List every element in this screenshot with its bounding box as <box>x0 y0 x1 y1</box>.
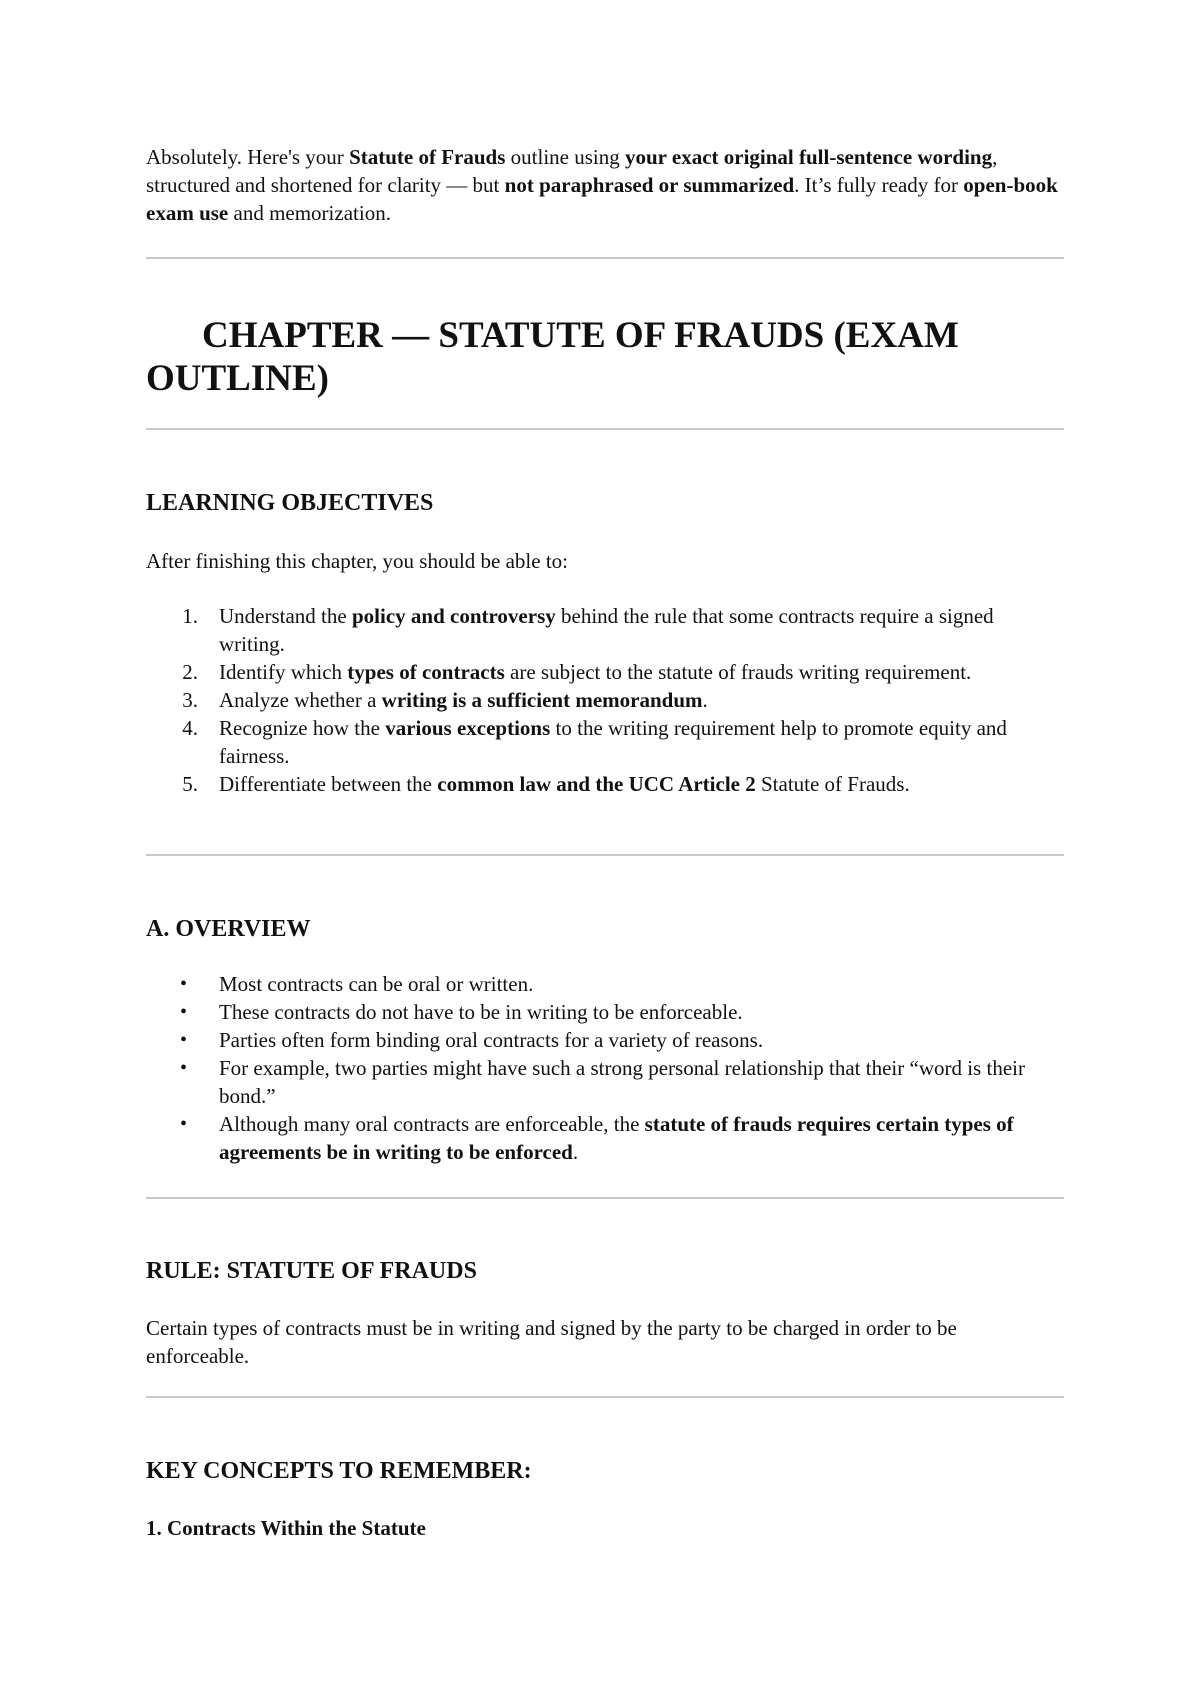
overview-bullet-item <box>146 1026 1064 1054</box>
horizontal-divider <box>146 257 1064 259</box>
intro-paragraph <box>146 143 1064 227</box>
list-marker: • <box>180 973 188 995</box>
list-marker: • <box>180 1029 188 1051</box>
learning-objectives-lead: After finishing this chapter, you should be able to: <box>146 549 568 573</box>
learning-objective-item <box>146 658 1064 686</box>
list-item-text: Parties often form binding oral contracts for a variety of reasons. <box>219 1028 764 1052</box>
list-item-text: Recognize how the <box>219 716 386 740</box>
list-item-text: are subject to the statute of frauds writing requirement. <box>504 660 972 684</box>
list-marker: • <box>180 1057 188 1079</box>
intro-text: outline using <box>505 145 625 169</box>
list-marker: 3. <box>182 688 198 712</box>
intro-bold: not paraphrased or summarized <box>504 173 795 197</box>
learning-objectives-list <box>146 602 1064 798</box>
list-item-text: Identify which <box>219 660 348 684</box>
overview-bullet-item <box>146 970 1064 998</box>
learning-objective-item <box>146 770 1064 798</box>
intro-bold: your exact original full-sentence wording <box>625 145 993 169</box>
list-item-text: Differentiate between the <box>219 772 438 796</box>
overview-bullet-item <box>146 1054 1064 1110</box>
list-item-text: behind the rule that some contracts require a signed writing. <box>219 604 994 656</box>
list-item-emphasis: common law and the UCC Article 2 <box>437 772 756 796</box>
list-marker: • <box>180 1113 188 1135</box>
intro-bold: open-book exam use <box>146 173 1058 225</box>
intro-text: , structured and shortened for clarity — but <box>146 145 998 197</box>
list-item-text: Although many oral contracts are enforceable, the <box>219 1112 645 1136</box>
list-item-emphasis: policy and controversy <box>351 604 556 628</box>
list-item-text: to the writing requirement help to promote equity and fairness. <box>219 716 1007 768</box>
list-marker: 2. <box>182 660 198 684</box>
list-item-text: For example, two parties might have such a strong personal relationship that their “word is their bond.” <box>219 1056 1025 1108</box>
list-item-emphasis: writing is a sufficient memorandum <box>381 688 703 712</box>
horizontal-divider <box>146 428 1064 430</box>
learning-objective-item <box>146 714 1064 770</box>
list-marker: • <box>180 1001 188 1023</box>
rule-heading: RULE: STATUTE OF FRAUDS <box>146 1258 477 1284</box>
contracts-within-statute-subheading: 1. Contracts Within the Statute <box>146 1516 426 1540</box>
horizontal-divider <box>146 1396 1064 1398</box>
horizontal-divider <box>146 854 1064 856</box>
learning-objective-item <box>146 686 1064 714</box>
intro-text: . It’s fully ready for <box>794 173 964 197</box>
overview-bullet-item <box>146 1110 1064 1166</box>
list-item-text: These contracts do not have to be in writing to be enforceable. <box>219 1000 743 1024</box>
rule-text: Certain types of contracts must be in writing and signed by the party to be charged in order to be enforceable. <box>146 1316 957 1368</box>
overview-bullet-item <box>146 998 1064 1026</box>
list-marker: 5. <box>182 772 198 796</box>
list-item-text: Analyze whether a <box>219 688 382 712</box>
list-item-text: . <box>572 1140 579 1164</box>
list-marker: 4. <box>182 716 198 740</box>
overview-heading: A. OVERVIEW <box>146 916 311 942</box>
learning-objectives-heading: LEARNING OBJECTIVES <box>146 490 434 516</box>
list-item-emphasis: various exceptions <box>385 716 551 740</box>
intro-bold: Statute of Frauds <box>349 145 506 169</box>
list-item-text: Statute of Frauds. <box>755 772 910 796</box>
list-item-text: Understand the <box>219 604 352 628</box>
list-item-emphasis: statute of frauds requires certain types of agreements be in writing to be enforced <box>219 1112 1014 1164</box>
horizontal-divider <box>146 1197 1064 1199</box>
list-item-text: Most contracts can be oral or written. <box>219 972 534 996</box>
key-concepts-heading: KEY CONCEPTS TO REMEMBER: <box>146 1458 532 1484</box>
learning-objective-item <box>146 602 1064 658</box>
list-marker: 1. <box>182 604 198 628</box>
intro-text: Absolutely. Here's your <box>146 145 350 169</box>
list-item-text: . <box>702 688 708 712</box>
list-item-emphasis: types of contracts <box>347 660 505 684</box>
overview-list <box>146 970 1064 1166</box>
chapter-title: CHAPTER — STATUTE OF FRAUDS (EXAM OUTLINE) <box>146 315 959 399</box>
intro-text: and memorization. <box>228 201 391 225</box>
